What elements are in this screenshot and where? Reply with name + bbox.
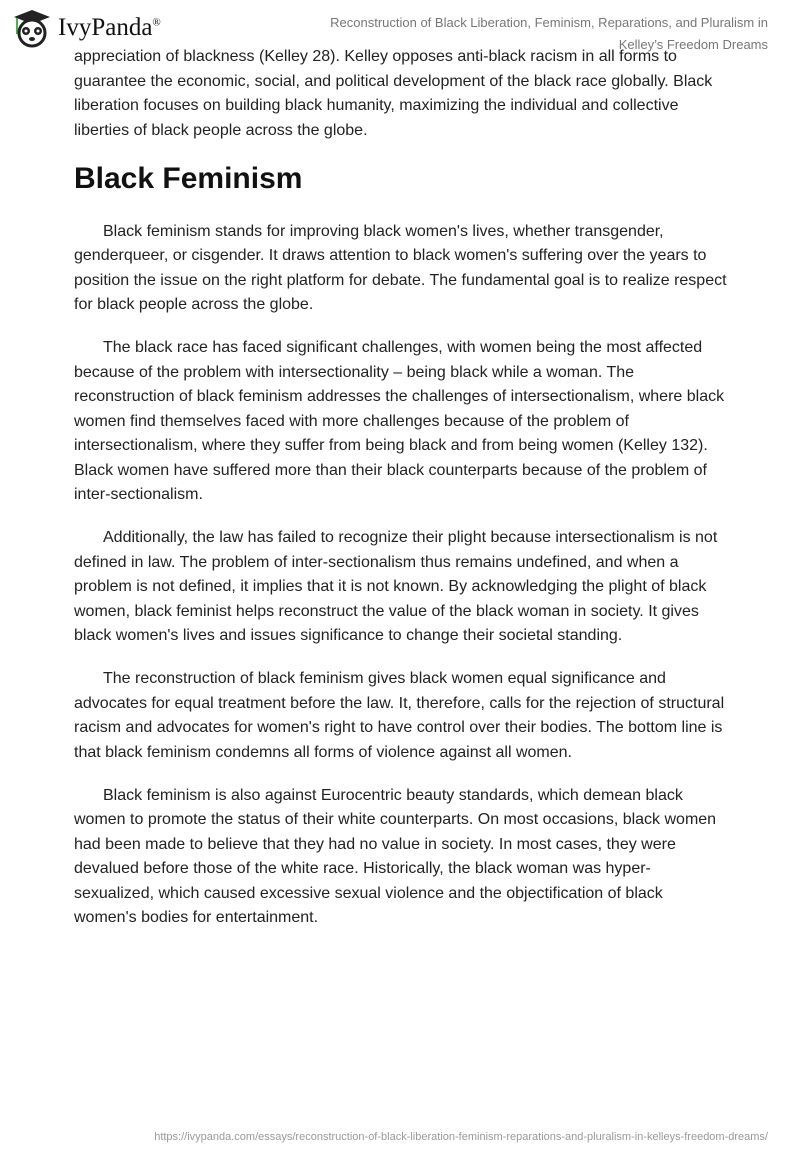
- ivypanda-logo[interactable]: [12, 8, 161, 48]
- paragraph: Additionally, the law has failed to recognize their plight because intersectionalism is not defined in law. The problem of inter-sectionalism thus remains undefined, and when a problem is not defined, it implies that it is not known. By acknowledging the plight of black women, black feminist helps reconstruct the value of the black woman in society. It gives black women's lives and issues significance to change their societal standing.: [74, 529, 718, 644]
- logo-text: IvyPanda®: [58, 14, 161, 41]
- paragraph: Black feminism stands for improving black women's lives, whether transgender, genderqueer, or cisgender. It draws attention to black women's suffering over the years to position the issue on the right platform for debate. The fundamental goal is to realize respect for black people across the globe.: [74, 222, 727, 313]
- essay-content: [74, 45, 728, 949]
- paragraph: appreciation of blackness (Kelley 28). Kelley opposes anti-black racism in all forms to guarantee the economic, social, and political development of the black race globally. Black liberation focuses on building black humanity, maximizing the individual and collective liberties of black people across the globe.: [74, 48, 713, 139]
- paragraph: The black race has faced significant challenges, with women being the most affected because of the problem with intersectionality – being black while a woman. The reconstruction of black feminism addresses the challenges of intersectionalism, where black women find themselves faced with more challenges because of the problem of intersectionalism, where they suffer from being black and from being women (Kelley 132). Black women have suffered more than their black counterparts because of the problem of inter-sectionalism.: [74, 339, 725, 503]
- page-header: [0, 0, 800, 50]
- section-heading: Black Feminism: [74, 161, 303, 195]
- footer-url[interactable]: https://ivypanda.com/essays/reconstruction-of-black-liberation-feminism-reparations-and-pluralism-in-kelleys-freedom-dreams/: [154, 1131, 768, 1143]
- paragraph: The reconstruction of black feminism gives black women equal significance and advocates for equal treatment before the law. It, therefore, calls for the rejection of structural racism and advocates for women's right to have control over their bodies. The bottom line is that black feminism condemns all forms of violence against all women.: [74, 670, 725, 761]
- paragraph: Black feminism is also against Eurocentric beauty standards, which demean black women to promote the status of their white counterparts. On most occasions, black women had been made to believe that they had no value in society. In most cases, they were devalued before those of the white race. Historically, the black woman was hyper-sexualized, which caused excessive sexual violence and the objectification of black women's bodies for entertainment.: [74, 786, 717, 926]
- panda-graduate-icon: [12, 8, 52, 48]
- document-title: Reconstruction of Black Liberation, Feminism, Reparations, and Pluralism in Kelley’s Freedom Dreams: [330, 15, 768, 52]
